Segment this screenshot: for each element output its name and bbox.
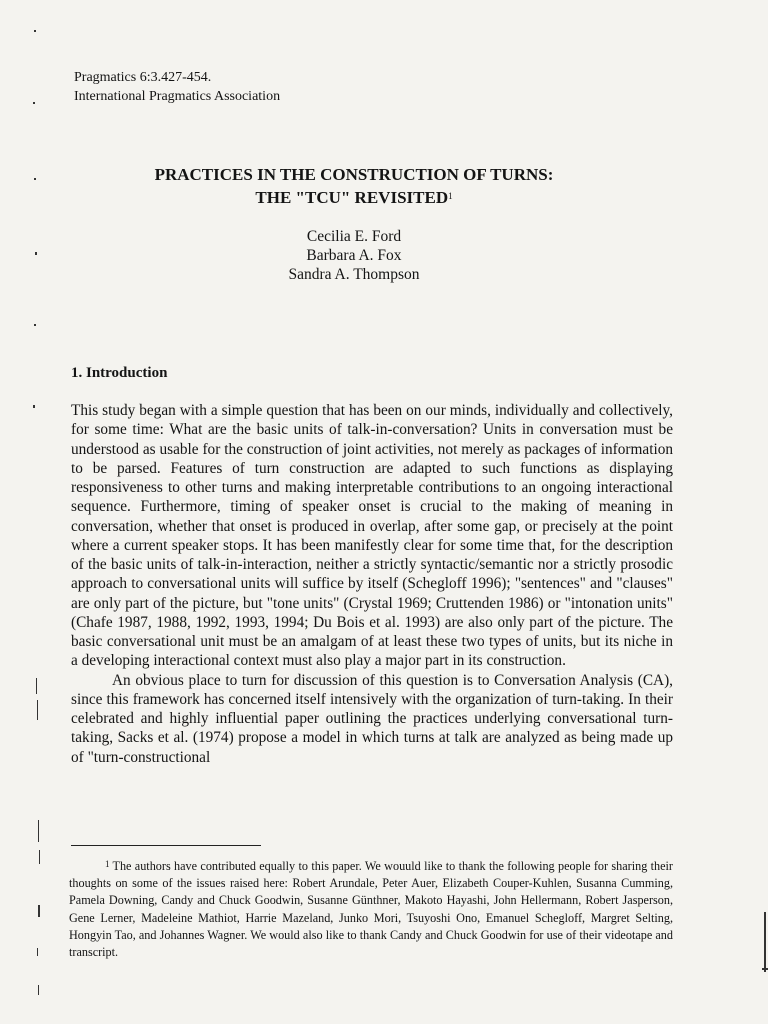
scan-mark: [37, 948, 38, 956]
author-3: Sandra A. Thompson: [288, 266, 420, 283]
journal-citation: Pragmatics 6:3.427-454.: [74, 70, 212, 85]
paper-title: [0, 163, 708, 209]
author-1: Cecilia E. Ford: [306, 228, 402, 245]
title-line-1: PRACTICES IN THE CONSTRUCTION OF TURNS:: [154, 165, 554, 184]
scan-mark: [34, 178, 36, 180]
footnote-text: The authors have contributed equally to this paper. We wouuld like to thank the following people for sharing their thoughts on some of the issues raised here: Robert Arundale, Peter Auer, Elizabeth Couper-Kuhlen, Susanna Cumming, Pamela Downing, Candy and Chuck Goodwin, Susanne Günthner, Makoto Hayashi, John Hellermann, Robert Jasperson, Gene Lerner, Madeleine Mathiot, Harrie Mazeland, Junko Mori, Tsuyoshi Ono, Emanuel Schegloff, Margret Selting, Hongyin Tao, and Johannes Wagner. We would also like to thank Candy and Chuck Goodwin for use of their videotape and transcript.: [69, 859, 673, 960]
paragraph-2: An obvious place to turn for discussion of this question is to Conversation Analysis (CA), since this framework has concerned itself intensively with the organization of turn-taking. In their celebrated and highly influential paper outlining the practices underlying conversational turn-taking, Sacks et al. (1974) propose a model in which turns at talk are analyzed as being made up of "turn-constructional: [71, 671, 673, 766]
scan-mark: [34, 324, 36, 326]
scan-mark: [37, 700, 38, 720]
scan-mark: [762, 968, 768, 970]
section-heading: 1. Introduction: [71, 365, 168, 381]
author-list: [0, 227, 708, 284]
scan-mark: [33, 405, 35, 408]
scan-mark: [38, 905, 40, 917]
footnote: [69, 858, 673, 961]
scan-mark: [35, 252, 37, 255]
scan-mark: [764, 912, 766, 972]
footnote-divider: [71, 845, 261, 846]
author-2: Barbara A. Fox: [306, 247, 402, 264]
scan-mark: [36, 678, 37, 694]
footnote-marker: 1: [105, 859, 110, 869]
scan-mark: [38, 820, 39, 842]
title-footnote-marker[interactable]: 1: [448, 191, 453, 201]
title-line-2-text: THE "TCU" REVISITED: [255, 188, 449, 207]
publisher-name: International Pragmatics Association: [74, 89, 281, 104]
journal-info: [74, 68, 280, 106]
body-text: [71, 401, 673, 767]
scan-mark: [39, 850, 40, 864]
paragraph-1: This study began with a simple question that has been on our minds, individually and collectively, for some time: What are the basic units of talk-in-conversation? Units in conversation must be understood as usable for the construction of joint activities, not merely as packages of information to be parsed. Features of turn construction are adapted to such functions as displaying responsiveness to other turns and making interpretable contributions to an ongoing interactional sequence. Furthermore, timing of speaker onset is crucial to the making of meaning in conversation, whether that onset is produced in overlap, after some gap, or precisely at the point where a current speaker stops. It has been manifestly clear for some time that, for the description of the basic units of talk-in-interaction, neither a strictly syntactic/semantic nor a strictly prosodic approach to conversational units will suffice by itself (Schegloff 1996); "sentences" and "clauses" are only part of the picture, but "tone units" (Crystal 1969; Cruttenden 1986) or "intonation units" (Chafe 1987, 1988, 1992, 1993, 1994; Du Bois et al. 1993) are also only part of the picture. The basic conversational unit must be an amalgam of at least these two types of units, but its niche in a developing interactional context must also play a major part in its construction.: [71, 402, 673, 670]
scan-mark: [38, 985, 39, 995]
title-line-2: [0, 186, 708, 209]
scan-mark: [34, 30, 36, 32]
scan-mark: [33, 102, 35, 104]
